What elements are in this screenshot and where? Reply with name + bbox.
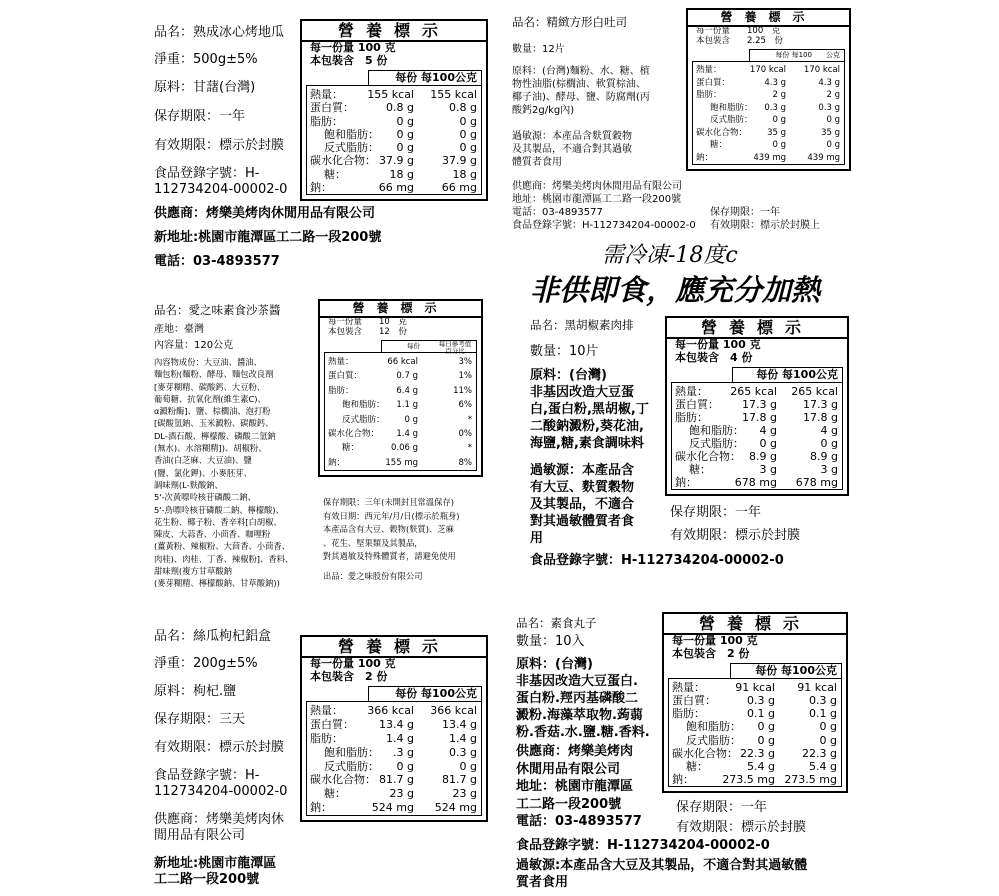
panel-title: 營養標示	[700, 318, 813, 337]
net-weight: 淨重：500g±5%	[154, 52, 258, 67]
nutrition-panel	[665, 316, 849, 496]
panel-title: 營養標示	[337, 21, 450, 40]
shelf-life: 保存期限：三天	[154, 712, 246, 727]
nutrient-row: 脂肪： 2 g 2 g	[696, 90, 840, 100]
allergen-cont: 質者食用	[516, 875, 569, 890]
registration-no: 食品登錄字號：H-	[154, 768, 260, 783]
nutrient-row: 熱量： 366 kcal 366 kcal	[310, 704, 477, 717]
nutrition-panel	[662, 612, 848, 793]
nutrient-table	[306, 701, 482, 816]
nutrient-row: 熱量： 66 kcal 3%	[328, 357, 472, 367]
product-name: 品名：熟成冰心烤地瓜	[154, 25, 285, 40]
phone: 電話：03-4893577	[512, 207, 603, 218]
storage-notes: 保存期限：三年(未開封且常溫保存) 有效日期：西元年/月/日(標示於瓶身) 本產品含有大豆、穀物(麩質)、芝麻 、花生、堅果類及其製品， 對其過敏及特殊體質者，請避免使用 出品：愛之味股份有限公司	[323, 497, 460, 581]
cook-notice: 非供即食，應充分加熱	[530, 273, 821, 307]
nutrient-row: 反式脂肪： 0 g 0 g	[686, 733, 837, 747]
registration-no: 食品登錄字號：H-112734204-00002-0	[530, 553, 784, 568]
ingredients: 原料：(台灣) 非基因改造大豆蛋白. 蛋白粉.羥丙基磷酸二 澱粉.海藻萃取物.蒟蒻 粉.香菇.水.鹽.糖.香料.	[516, 657, 650, 740]
nutrient-table	[324, 352, 477, 471]
nutrient-row: 蛋白質： 17.3 g 17.3 g	[675, 398, 838, 411]
expiry: 有效期限：標示於封膜	[676, 820, 807, 835]
allergen: 過敏源:本產品含大豆及其製品，不適合對其過敏體	[516, 858, 808, 873]
servings-per-pack: 本包裝含 4 份	[675, 351, 753, 364]
product-name: 品名：黑胡椒素肉排	[530, 318, 634, 332]
servings-per-pack: 本包裝含 5 份	[310, 54, 388, 67]
serving-size: 每一份量 100 克	[310, 41, 396, 54]
product-name: 品名：精緻方形白吐司	[512, 15, 627, 29]
column-header: 每份 每100公克	[368, 686, 482, 701]
nutrient-table	[692, 61, 845, 165]
nutrient-table	[668, 678, 842, 787]
ingredients: 原料：(台灣) 非基因改造大豆蛋 白,蛋白粉,黑胡椒,丁 二酸鈉澱粉,葵花油, 海鹽,糖,素食調味料	[530, 368, 649, 451]
servings-per-pack: 本包裝含 2 份	[672, 647, 750, 660]
nutrient-row: 鈉： 524 mg 524 mg	[310, 801, 477, 815]
net-weight: 淨重：200g±5%	[154, 656, 258, 671]
nutrient-row: 蛋白質： 0.8 g 0.8 g	[310, 101, 477, 115]
nutrient-row: 熱量： 155 kcal 155 kcal	[310, 88, 477, 101]
expiry: 有效期限：標示於封膜	[154, 138, 285, 153]
expiry: 有效期限：標示於封膜	[670, 528, 801, 543]
nutrient-row: 蛋白質： 0.7 g 1%	[328, 371, 472, 382]
column-header: 每份 每100公克	[730, 663, 842, 678]
supplier: 供應商：烤樂美烤肉 休閒用品有限公司 地址：桃園市龍潭區 工二路一段200號 電話：03-4893577	[516, 744, 642, 829]
nutrient-table	[671, 382, 843, 490]
nutrient-table	[306, 85, 482, 195]
address: 地址：桃園市龍潭區工二路一段200號	[512, 194, 682, 205]
nutrient-row: 反式脂肪： 0 g 0 g	[324, 759, 477, 773]
supplier: 供應商：烤樂美烤肉休	[154, 812, 285, 827]
nutrient-row: 糖： 3 g 3 g	[689, 463, 838, 476]
address: 新地址:桃園市龍潭區	[154, 856, 277, 871]
nutrient-row: 碳水化合物： 22.3 g 22.3 g	[672, 746, 837, 760]
nutrient-row: 糖： 0.06 g *	[342, 443, 472, 454]
registration-no: 食品登錄字號：H-	[154, 166, 260, 181]
nutrient-row: 糖： 5.4 g 5.4 g	[686, 759, 837, 773]
shelf-life: 保存期限：一年	[154, 109, 246, 124]
nutrient-row: 鈉： 273.5 mg 273.5 mg	[672, 772, 837, 786]
nutrient-row: 熱量： 170 kcal 170 kcal	[696, 65, 840, 75]
column-header: 每份 每日參考值百分比	[381, 340, 477, 352]
servings-per-pack: 本包裝含 2.25 份	[696, 36, 783, 46]
nutrient-row: 熱量： 265 kcal 265 kcal	[675, 385, 838, 398]
nutrient-row: 飽和脂肪： 0 g 0 g	[686, 720, 837, 734]
nutrition-panel	[686, 8, 851, 171]
nutrition-panel	[318, 299, 483, 477]
nutrition-panel	[300, 19, 488, 201]
product-name: 品名：素食丸子	[516, 616, 597, 630]
nutrient-row: 飽和脂肪： 0.3 g 0.3 g	[710, 102, 840, 113]
serving-size: 每一份量 100 克	[675, 338, 761, 351]
shelf-life: 保存期限：一年	[670, 505, 762, 520]
nutrient-row: 脂肪： 6.4 g 11%	[328, 385, 472, 396]
expiry: 有效期限：標示於封膜上	[710, 220, 820, 231]
servings-per-pack: 本包裝含 12 份	[328, 327, 407, 337]
nutrient-row: 反式脂肪： 0 g *	[342, 414, 472, 425]
supplier-cont: 閒用品有限公司	[154, 828, 246, 843]
nutrient-row: 飽和脂肪： 1.1 g 6%	[342, 400, 472, 411]
ingredients: 內容物成份：大豆油、醬油、 麵包粉(麵粉、酵母、麵包改良劑 [麥芽糊精、碳酸鈣、大豆粉、 葡萄糖、抗氧化劑(維生素C)、 α澱粉酶]、鹽、棕櫚油、泡打粉 [碳酸氫鈉、玉米澱粉、碳酸鈣、 DL-酒石酸、檸檬酸、磷酸二氫鈉 (無水)、水溶糊精])、胡椒粉、 香油(白芝麻、大豆油)、鹽 (鹽、氯化鉀)、小麥胚芽、 調味劑(L-麩酸鈉、 5'-次黃嘌呤核苷磷酸二鈉、 5'-鳥嘌呤核苷磷酸二鈉、檸檬酸)、 花生粉、椰子粉、香辛料[白胡椒、 陳皮、大蒜香、小茴香、咖哩粉 (薑黃粉、辣椒粉、大茴香、小茴香、 肉桂)、肉桂、丁香、辣椒粉]、香料、 甜味劑(複方甘草酸鈉 (麥芽糊精、檸檬酸鈉、甘草酸鈉))	[154, 357, 294, 589]
serving-size: 每一份量 100 克	[310, 657, 396, 670]
nutrient-row: 碳水化合物： 81.7 g 81.7 g	[310, 773, 477, 787]
nutrient-row: 蛋白質： 4.3 g 4.3 g	[696, 77, 840, 88]
nutrient-row: 飽和脂肪： 0 g 0 g	[324, 127, 477, 141]
serving-size: 每一份量 10 克	[328, 317, 407, 327]
nutrient-row: 鈉： 155 mg 8%	[328, 457, 472, 468]
nutrient-row: 熱量： 91 kcal 91 kcal	[672, 681, 837, 694]
ingredients: 原料：(台灣)麵粉、水、糖、植 物性油脂(棕櫚油、軟質棕油、 椰子油)、酵母、鹽、防腐劑(丙 酸鈣2g/kg內)	[512, 66, 650, 116]
quantity: 數量：10片	[530, 344, 599, 359]
panel-title: 營養標示	[352, 301, 449, 315]
product-name: 品名：愛之味素食沙茶醬	[154, 303, 281, 317]
registration-no: 食品登錄字號：H-112734204-00002-0	[516, 838, 770, 853]
registration-no-cont: 112734204-00002-0	[154, 784, 288, 799]
quantity: 數量：10入	[516, 634, 585, 649]
supplier: 供應商：烤樂美烤肉休閒用品有限公司	[154, 206, 376, 221]
nutrient-row: 脂肪： 0.1 g 0.1 g	[672, 707, 837, 721]
nutrient-row: 反式脂肪： 0 g 0 g	[689, 437, 838, 450]
nutrient-row: 糖： 0 g 0 g	[710, 140, 840, 150]
nutrient-row: 飽和脂肪： .3 g 0.3 g	[324, 745, 477, 759]
serving-size: 每一份量 100 克	[672, 634, 758, 647]
shelf-life: 保存期限：一年	[676, 800, 768, 815]
nutrient-row: 脂肪： 1.4 g 1.4 g	[310, 731, 477, 745]
frozen-notice: 需冷凍-18度c	[602, 243, 738, 268]
address: 新地址:桃園市龍潭區工二路一段200號	[154, 230, 382, 245]
nutrient-row: 脂肪： 17.8 g 17.8 g	[675, 411, 838, 424]
nutrient-row: 鈉： 66 mg 66 mg	[310, 180, 477, 194]
nutrient-row: 蛋白質： 13.4 g 13.4 g	[310, 717, 477, 731]
nutrient-row: 鈉： 439 mg 439 mg	[696, 152, 840, 163]
column-header: 每份 每100公克	[368, 70, 482, 85]
nutrient-row: 糖： 23 g 23 g	[324, 787, 477, 801]
ingredients: 原料：甘藷(台灣)	[154, 80, 256, 95]
nutrient-row: 碳水化合物： 37.9 g 37.9 g	[310, 154, 477, 168]
nutrient-row: 糖： 18 g 18 g	[324, 167, 477, 181]
nutrient-row: 反式脂肪： 0 g 0 g	[324, 141, 477, 154]
supplier: 供應商：烤樂美烤肉休閒用品有限公司	[512, 181, 682, 192]
column-header: 每份 每100公克	[732, 367, 843, 382]
allergen: 過敏源：本產品含麩質穀物 及其製品，不適合對其過敏 體質者食用	[512, 131, 632, 168]
nutrition-panel	[300, 635, 488, 822]
content-amount: 內容量：120公克	[154, 340, 234, 351]
servings-per-pack: 本包裝含 2 份	[310, 670, 388, 683]
serving-size: 每一份量 100 克	[696, 26, 781, 36]
origin: 產地：臺灣	[154, 324, 204, 335]
allergen: 過敏源：本產品含 有大豆、麩質穀物 及其製品，不適合 對其過敏體質者食 用	[530, 463, 635, 546]
nutrient-row: 脂肪： 0 g 0 g	[310, 114, 477, 128]
shelf-life: 保存期限：一年	[710, 207, 780, 218]
panel-title: 營養標示	[720, 10, 817, 24]
registration-no-cont: 112734204-00002-0	[154, 182, 288, 197]
panel-title: 營養標示	[337, 637, 450, 656]
nutrient-row: 碳水化合物： 1.4 g 0%	[328, 428, 472, 439]
nutrient-row: 反式脂肪： 0 g 0 g	[710, 115, 840, 125]
panel-title: 營養標示	[698, 614, 811, 633]
column-header: 每份 每100 公克	[749, 49, 845, 61]
phone: 電話：03-4893577	[154, 254, 280, 269]
address-cont: 工二路一段200號	[154, 872, 260, 887]
ingredients: 原料：枸杞.鹽	[154, 684, 237, 699]
quantity: 數量：12片	[512, 44, 565, 55]
product-name: 品名：絲瓜枸杞鋁盒	[154, 629, 272, 644]
registration-no: 食品登錄字號：H-112734204-00002-0	[512, 220, 696, 231]
expiry: 有效期限：標示於封膜	[154, 740, 285, 755]
nutrient-row: 蛋白質： 0.3 g 0.3 g	[672, 694, 837, 708]
nutrient-row: 碳水化合物： 35 g 35 g	[696, 127, 840, 138]
nutrient-row: 飽和脂肪： 4 g 4 g	[689, 424, 838, 437]
nutrient-row: 碳水化合物： 8.9 g 8.9 g	[675, 450, 838, 463]
nutrient-row: 鈉： 678 mg 678 mg	[675, 476, 838, 489]
